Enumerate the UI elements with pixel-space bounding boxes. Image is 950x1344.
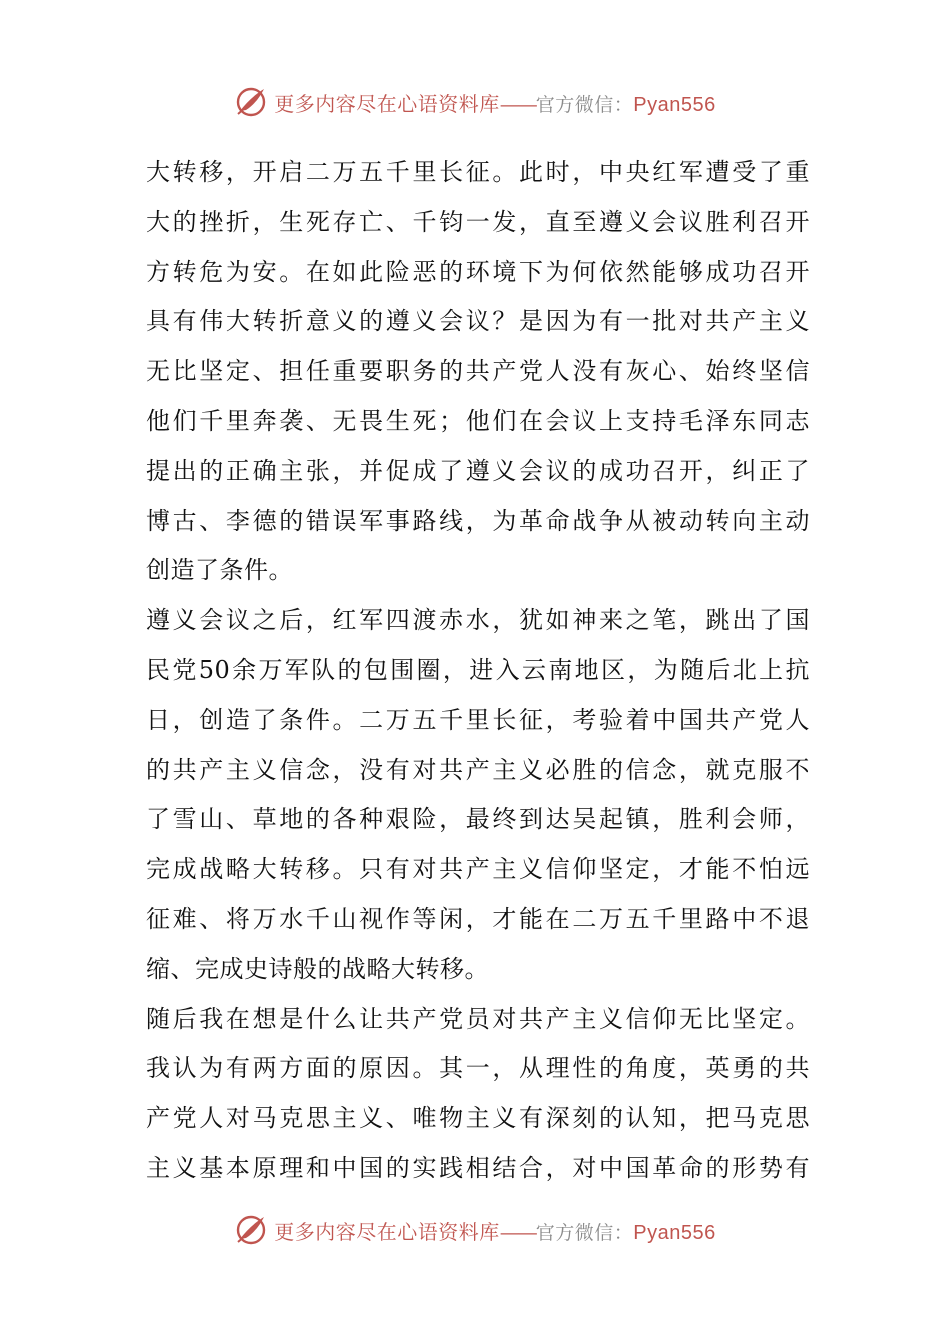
footer-watermark-banner: [0, 1210, 950, 1250]
header-watermark-banner: [0, 82, 950, 122]
site-name: 更多内容尽在心语资料库: [274, 91, 500, 116]
text-line: 遵义会议之后，红军四渡赤水，犹如神来之笔，跳出了国: [146, 606, 810, 635]
separator-dash: ——: [499, 91, 536, 116]
text-line: 的共产主义信念，没有对共产主义必胜的信念，就克服不: [146, 755, 810, 784]
wechat-id: Pyan556: [633, 93, 716, 116]
wechat-label: 官方微信：: [535, 93, 634, 116]
quill-logo-icon: [234, 1213, 268, 1247]
text-line: 日，创造了条件。二万五千里长征，考验着中国共产党人: [146, 705, 810, 734]
quill-logo-icon: [234, 85, 268, 119]
text-line: 具有伟大转折意义的遵义会议？是因为有一批对共产主义: [146, 307, 810, 336]
text-line: 了雪山、草地的各种艰险，最终到达吴起镇，胜利会师，: [146, 805, 810, 834]
text-line: 大转移，开启二万五千里长征。此时，中央红军遭受了重: [146, 158, 810, 186]
text-line: 方转危为安。在如此险恶的环境下为何依然能够成功召开: [146, 257, 810, 286]
wechat-label: 官方微信：: [535, 1221, 634, 1244]
text-line: 缩、完成史诗般的战略大转移。: [146, 954, 489, 983]
text-line: 我认为有两方面的原因。其一，从理性的角度，英勇的共: [146, 1054, 810, 1083]
text-line: 他们千里奔袭、无畏生死；他们在会议上支持毛泽东同志: [146, 406, 810, 435]
text-line: 创造了条件。: [146, 556, 293, 585]
text-line: 征难、将万水千山视作等闲，才能在二万五千里路中不退: [146, 904, 810, 933]
text-line: 无比坚定、担任重要职务的共产党人没有灰心、始终坚信: [146, 357, 810, 386]
separator-dash: ——: [499, 1219, 536, 1244]
site-name: 更多内容尽在心语资料库: [274, 1219, 500, 1244]
text-line: 随后我在想是什么让共产党员对共产主义信仰无比坚定。: [146, 1004, 810, 1033]
text-line: 大的挫折，生死存亡、千钧一发，直至遵义会议胜利召开: [146, 207, 810, 236]
document-body: [146, 148, 810, 1194]
text-line: 完成战略大转移。只有对共产主义信仰坚定，才能不怕远: [146, 855, 810, 884]
watermark-text: [274, 1216, 715, 1245]
watermark-text: [274, 88, 715, 117]
text-line: 主义基本原理和中国的实践相结合，对中国革命的形势有: [146, 1153, 810, 1182]
text-line: 产党人对马克思主义、唯物主义有深刻的认知，把马克思: [146, 1104, 810, 1133]
wechat-id: Pyan556: [633, 1221, 716, 1244]
text-line: 博古、李德的错误军事路线，为革命战争从被动转向主动: [146, 506, 810, 535]
text-line: 民党50余万军队的包围圈，进入云南地区，为随后北上抗: [146, 655, 810, 684]
text-line: 提出的正确主张，并促成了遵义会议的成功召开，纠正了: [146, 456, 810, 485]
